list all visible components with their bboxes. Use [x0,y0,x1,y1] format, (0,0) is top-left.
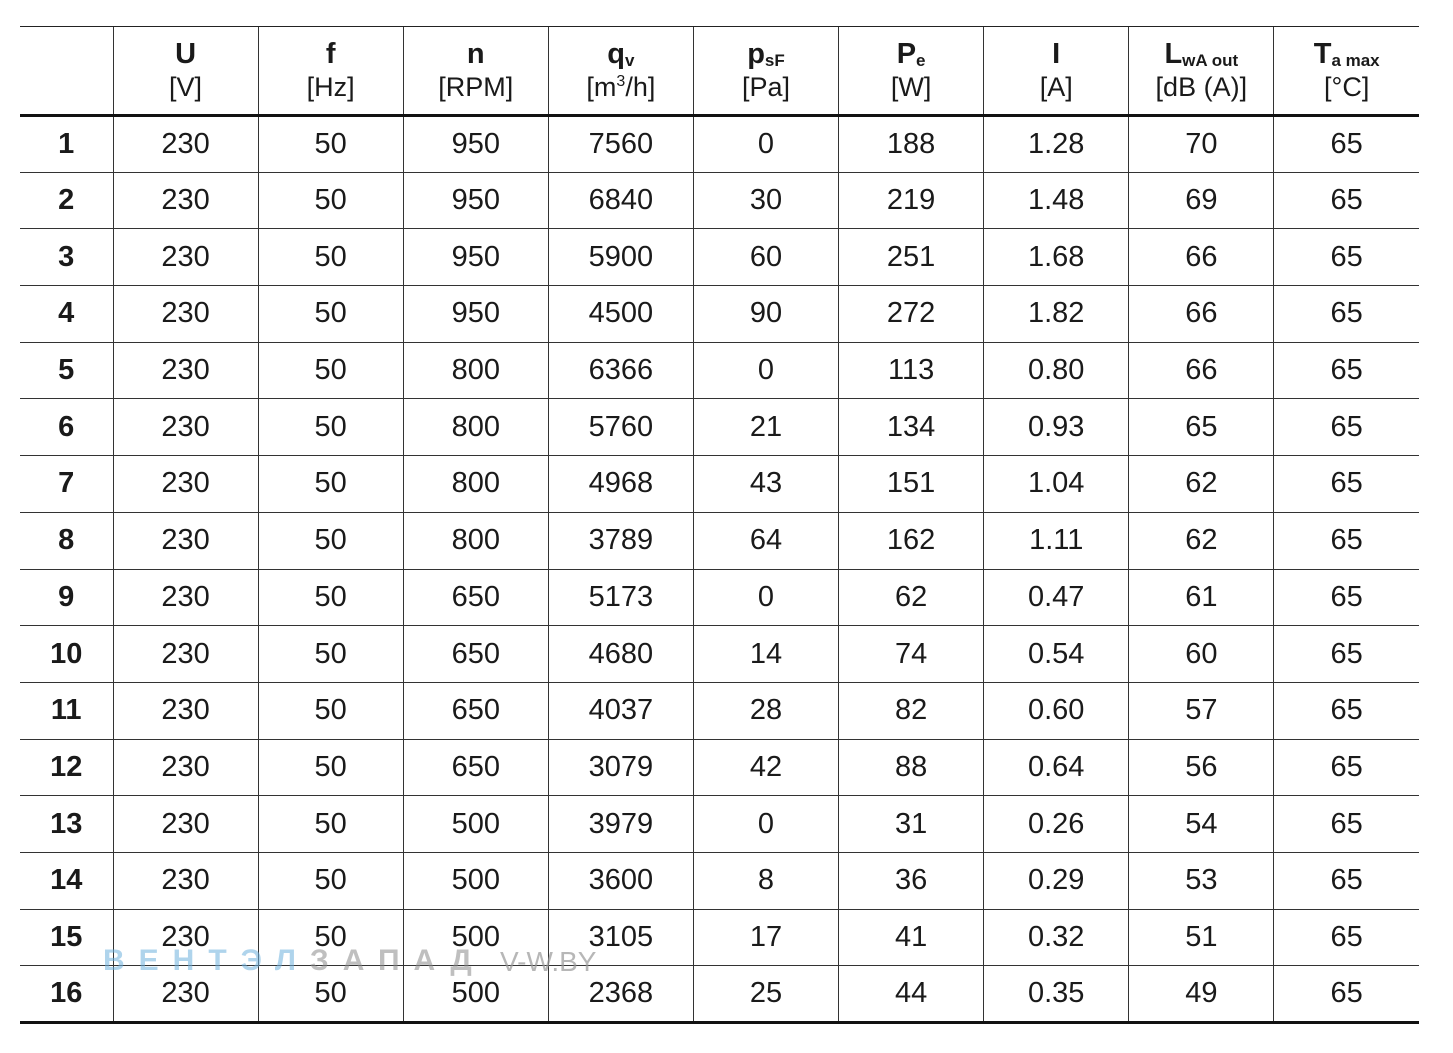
table-cell: 1.82 [984,286,1129,343]
row-number-cell: 8 [20,512,113,569]
table-row [20,796,1419,853]
table-row [20,739,1419,796]
table-cell: 800 [403,399,548,456]
table-cell: 4680 [548,626,693,683]
row-number-cell: 11 [20,682,113,739]
table-cell: 230 [113,682,258,739]
table-cell: 14 [693,626,838,683]
table-cell: 64 [693,512,838,569]
table-cell: 500 [403,796,548,853]
table-cell: 6840 [548,172,693,229]
column-header-1 [113,27,258,116]
table-cell: 65 [1274,456,1419,513]
table-cell: 800 [403,456,548,513]
table-cell: 950 [403,172,548,229]
table-cell: 50 [258,286,403,343]
row-number-cell: 5 [20,342,113,399]
table-row [20,172,1419,229]
watermark-part1: ВЕНТЭЛ [103,944,310,977]
table-cell: 0.26 [984,796,1129,853]
table-cell: 5760 [548,399,693,456]
row-number-cell: 7 [20,456,113,513]
column-symbol: $L_{wA out}$ [1164,38,1239,71]
table-cell: 66 [1129,229,1274,286]
table-cell: 0.80 [984,342,1129,399]
table-cell: 251 [839,229,984,286]
table-cell: 650 [403,739,548,796]
table-cell: 134 [839,399,984,456]
column-symbol: $T_{a max}$ [1313,38,1380,71]
table-cell: 800 [403,512,548,569]
table-cell: 6366 [548,342,693,399]
table-cell: 800 [403,342,548,399]
table-cell: 50 [258,116,403,173]
table-cell: 70 [1129,116,1274,173]
row-number-cell: 1 [20,116,113,173]
table-cell: 61 [1129,569,1274,626]
table-cell: 65 [1274,682,1419,739]
table-cell: 25 [693,966,838,1023]
table-cell: 50 [258,342,403,399]
table-cell: 230 [113,116,258,173]
table-cell: 0.64 [984,739,1129,796]
table-cell: 1.28 [984,116,1129,173]
column-symbol: U [175,38,197,71]
column-header-5 [693,27,838,116]
table-cell: 56 [1129,739,1274,796]
column-symbol: $q_v$ [607,38,635,71]
performance-table [20,26,1419,1024]
row-number-cell: 16 [20,966,113,1023]
row-number-cell: 4 [20,286,113,343]
column-unit: [°C] [1324,71,1370,102]
column-unit: [Hz] [306,71,355,102]
table-cell: 66 [1129,342,1274,399]
table-row [20,852,1419,909]
table-cell: 0.54 [984,626,1129,683]
table-cell: 1.11 [984,512,1129,569]
column-symbol: n [466,38,485,71]
table-cell: 50 [258,966,403,1023]
table-cell: 230 [113,342,258,399]
table-cell: 230 [113,626,258,683]
table-cell: 30 [693,172,838,229]
row-number-cell: 14 [20,852,113,909]
table-cell: 151 [839,456,984,513]
table-cell: 230 [113,512,258,569]
row-number-cell: 2 [20,172,113,229]
table-cell: 88 [839,739,984,796]
table-cell: 230 [113,966,258,1023]
table-cell: 500 [403,909,548,966]
row-number-cell: 9 [20,569,113,626]
table-cell: 500 [403,852,548,909]
table-cell: 17 [693,909,838,966]
table-cell: 65 [1274,342,1419,399]
table-cell: 4500 [548,286,693,343]
table-cell: 950 [403,229,548,286]
table-cell: 60 [693,229,838,286]
table-row [20,229,1419,286]
row-number-cell: 3 [20,229,113,286]
table-cell: 50 [258,456,403,513]
table-cell: 230 [113,286,258,343]
column-unit: [A] [1039,71,1073,102]
table-cell: 50 [258,569,403,626]
table-cell: 1.48 [984,172,1129,229]
table-cell: 50 [258,739,403,796]
table-cell: 230 [113,229,258,286]
table-cell: 90 [693,286,838,343]
table-cell: 3600 [548,852,693,909]
table-cell: 65 [1274,966,1419,1023]
table-cell: 650 [403,682,548,739]
table-cell: 219 [839,172,984,229]
table-row [20,342,1419,399]
column-unit: [dB (A)] [1155,71,1248,102]
table-cell: 3979 [548,796,693,853]
table-cell: 0.29 [984,852,1129,909]
table-row [20,512,1419,569]
row-number-cell: 13 [20,796,113,853]
column-header-4 [548,27,693,116]
column-symbol: I [1052,38,1061,71]
table-cell: 4037 [548,682,693,739]
table-row [20,399,1419,456]
column-header-8 [1129,27,1274,116]
table-cell: 60 [1129,626,1274,683]
table-cell: 0.35 [984,966,1129,1023]
table-cell: 65 [1274,286,1419,343]
table-cell: 50 [258,852,403,909]
table-cell: 74 [839,626,984,683]
table-cell: 62 [1129,512,1274,569]
table-row [20,286,1419,343]
column-unit: [Pa] [741,71,790,102]
table-cell: 28 [693,682,838,739]
table-cell: 50 [258,796,403,853]
table-cell: 113 [839,342,984,399]
table-cell: 50 [258,229,403,286]
table-cell: 82 [839,682,984,739]
table-cell: 0.47 [984,569,1129,626]
table-cell: 0.32 [984,909,1129,966]
table-cell: 66 [1129,286,1274,343]
table-cell: 500 [403,966,548,1023]
table-cell: 53 [1129,852,1274,909]
table-cell: 65 [1274,852,1419,909]
watermark-part2: ЗАПАД [309,944,486,977]
table-cell: 49 [1129,966,1274,1023]
table-cell: 0 [693,116,838,173]
column-header-2 [258,27,403,116]
table-cell: 57 [1129,682,1274,739]
table-cell: 5173 [548,569,693,626]
table-cell: 62 [1129,456,1274,513]
table-cell: 50 [258,172,403,229]
row-number-cell: 6 [20,399,113,456]
table-cell: 41 [839,909,984,966]
table-cell: 65 [1274,172,1419,229]
table-cell: 3105 [548,909,693,966]
table-cell: 188 [839,116,984,173]
table-cell: 31 [839,796,984,853]
table-cell: 65 [1274,569,1419,626]
table-cell: 36 [839,852,984,909]
table-cell: 0 [693,342,838,399]
table-cell: 44 [839,966,984,1023]
table-cell: 62 [839,569,984,626]
table-cell: 1.04 [984,456,1129,513]
table-cell: 65 [1274,739,1419,796]
table-cell: 230 [113,399,258,456]
table-cell: 65 [1274,229,1419,286]
table-cell: 65 [1274,796,1419,853]
table-cell: 230 [113,852,258,909]
table-cell: 950 [403,116,548,173]
table-cell: 230 [113,172,258,229]
header-row [20,27,1419,116]
column-unit: [V] [169,71,203,102]
table-cell: 65 [1274,626,1419,683]
table-cell: 0.93 [984,399,1129,456]
row-number-cell: 12 [20,739,113,796]
column-unit: [RPM] [438,71,514,102]
column-unit: $[m^3/h]$ [586,71,656,102]
column-header-9 [1274,27,1419,116]
table-cell: 272 [839,286,984,343]
table-cell: 0.60 [984,682,1129,739]
table-cell: 50 [258,512,403,569]
table-cell: 50 [258,682,403,739]
table-cell: 65 [1129,399,1274,456]
table-cell: 1.68 [984,229,1129,286]
table-cell: 65 [1274,116,1419,173]
column-header-6 [839,27,984,116]
table-cell: 50 [258,626,403,683]
table-cell: 950 [403,286,548,343]
table-cell: 4968 [548,456,693,513]
table-cell: 69 [1129,172,1274,229]
table-cell: 54 [1129,796,1274,853]
column-symbol: $p_{sF}$ [747,38,785,71]
watermark-logo [103,944,486,978]
table-cell: 65 [1274,512,1419,569]
table-cell: 51 [1129,909,1274,966]
table-cell: 50 [258,909,403,966]
table-cell: 50 [258,399,403,456]
table-cell: 65 [1274,399,1419,456]
table-cell: 0 [693,569,838,626]
column-symbol: $P_e$ [896,38,926,71]
row-number-cell: 10 [20,626,113,683]
table-cell: 230 [113,739,258,796]
table-row [20,569,1419,626]
column-header-0 [20,27,113,116]
table-cell: 2368 [548,966,693,1023]
table-cell: 65 [1274,909,1419,966]
table-cell: 230 [113,456,258,513]
table-cell: 230 [113,909,258,966]
column-unit: [W] [890,71,932,102]
table-row [20,116,1419,173]
table-row [20,626,1419,683]
column-header-3 [403,27,548,116]
row-number-cell: 15 [20,909,113,966]
table-cell: 43 [693,456,838,513]
table-cell: 42 [693,739,838,796]
table-row [20,456,1419,513]
table-cell: 8 [693,852,838,909]
table-cell: 162 [839,512,984,569]
table-cell: 3079 [548,739,693,796]
table-cell: 230 [113,569,258,626]
watermark-site: V-W.BY [500,946,597,977]
table-cell: 3789 [548,512,693,569]
table-cell: 230 [113,796,258,853]
table-cell: 21 [693,399,838,456]
table-body [20,116,1419,1023]
table-cell: 0 [693,796,838,853]
table-cell: 7560 [548,116,693,173]
table-cell: 650 [403,569,548,626]
table-row [20,682,1419,739]
performance-table-container [20,26,1419,1024]
table-cell: 650 [403,626,548,683]
table-cell: 5900 [548,229,693,286]
column-symbol: f [325,38,336,71]
column-header-7 [984,27,1129,116]
